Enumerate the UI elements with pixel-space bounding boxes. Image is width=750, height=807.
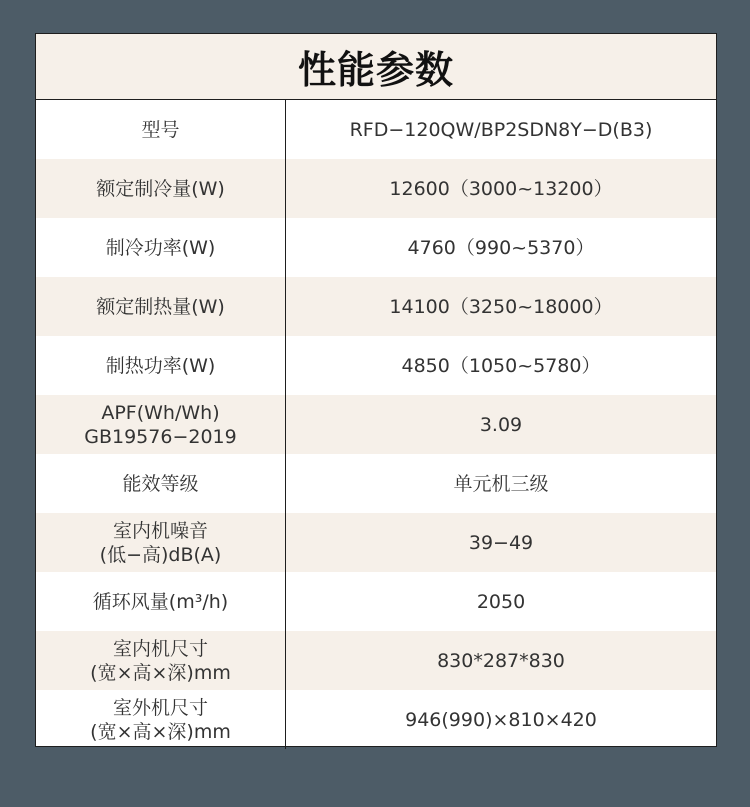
row-value-cell <box>286 513 716 572</box>
row-label: APF(Wh/Wh) GB19576−2019 <box>84 401 237 448</box>
table-row <box>36 631 716 690</box>
table-row <box>36 690 716 749</box>
row-value: 单元机三级 <box>453 472 549 495</box>
row-label: 型号 <box>141 118 180 141</box>
row-value: 3.09 <box>479 413 523 436</box>
row-value-cell <box>286 631 716 690</box>
row-label: 额定制热量(W) <box>96 295 225 318</box>
row-value-cell <box>286 159 716 218</box>
row-label: 能效等级 <box>122 472 199 495</box>
row-value: 4850（1050~5780） <box>401 354 601 377</box>
row-value: 39−49 <box>468 531 534 554</box>
table-row <box>36 395 716 454</box>
row-label-cell <box>36 572 286 631</box>
row-label-cell <box>36 395 286 454</box>
row-value-cell <box>286 277 716 336</box>
row-label-cell <box>36 513 286 572</box>
row-value-cell <box>286 572 716 631</box>
table-row <box>36 159 716 218</box>
table-row <box>36 572 716 631</box>
row-label: 室内机尺寸 (宽×高×深)mm <box>90 637 231 684</box>
row-label: 循环风量(m³/h) <box>92 590 229 613</box>
row-label-cell <box>36 100 286 159</box>
row-value-cell <box>286 100 716 159</box>
row-value: 14100（3250~18000） <box>389 295 613 318</box>
spec-rows <box>36 100 716 749</box>
table-row <box>36 513 716 572</box>
row-value: RFD−120QW/BP2SDN8Y−D(B3) <box>349 118 653 141</box>
row-value-cell <box>286 336 716 395</box>
row-label-cell <box>36 690 286 749</box>
row-label: 额定制冷量(W) <box>96 177 225 200</box>
row-label-cell <box>36 277 286 336</box>
row-value: 12600（3000~13200） <box>389 177 613 200</box>
row-label-cell <box>36 336 286 395</box>
row-value: 946(990)×810×420 <box>405 708 597 731</box>
row-label-cell <box>36 454 286 513</box>
row-label: 制热功率(W) <box>105 354 216 377</box>
table-row <box>36 100 716 159</box>
row-label: 室外机尺寸 (宽×高×深)mm <box>90 696 231 743</box>
row-label-cell <box>36 159 286 218</box>
row-value: 2050 <box>476 590 526 613</box>
row-value: 830*287*830 <box>437 649 565 672</box>
page-title: 性能参数 <box>297 48 454 92</box>
table-row <box>36 336 716 395</box>
table-row <box>36 454 716 513</box>
row-value-cell <box>286 690 716 749</box>
row-label: 制冷功率(W) <box>105 236 216 259</box>
table-header <box>36 34 716 100</box>
table-row <box>36 218 716 277</box>
spec-table <box>35 33 717 747</box>
row-label-cell <box>36 218 286 277</box>
row-value-cell <box>286 218 716 277</box>
row-value-cell <box>286 395 716 454</box>
row-label-cell <box>36 631 286 690</box>
row-value-cell <box>286 454 716 513</box>
table-row <box>36 277 716 336</box>
row-label: 室内机噪音 (低−高)dB(A) <box>99 519 222 566</box>
row-value: 4760（990~5370） <box>407 236 595 259</box>
